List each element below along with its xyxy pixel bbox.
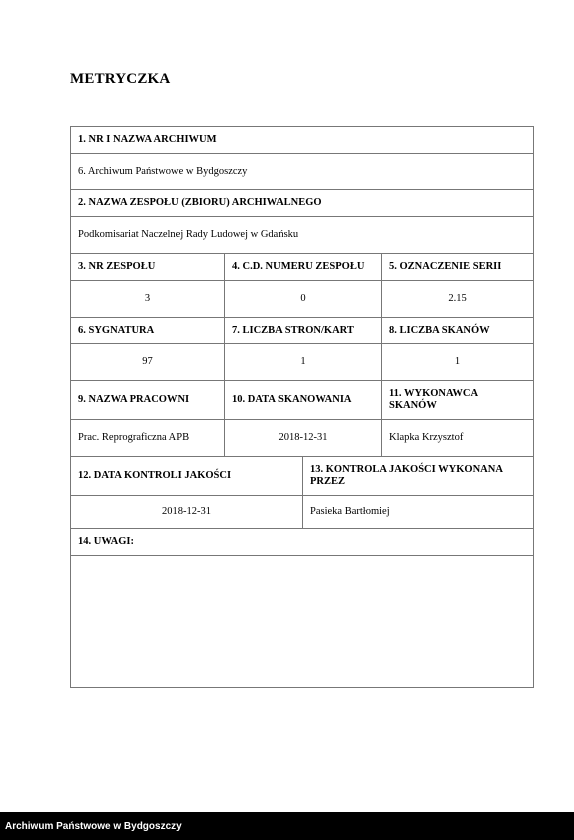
- qc-date-label: 12. DATA KONTROLI JAKOŚCI: [71, 457, 303, 495]
- qc-operator-value: Pasieka Bartłomiej: [310, 506, 390, 517]
- qc-operator-label: 13. KONTROLA JAKOŚCI WYKONANA PRZEZ: [310, 464, 503, 487]
- fonds-number-label: 3. NR ZESPOŁU: [71, 254, 225, 280]
- archive-value: 6. Archiwum Państwowe w Bydgoszczy: [78, 165, 248, 177]
- cd-number-value: 0: [225, 281, 382, 317]
- pages-value: 1: [225, 344, 382, 380]
- row-notes-label: [71, 529, 533, 556]
- row-fonds-name-value: [71, 217, 533, 254]
- fonds-name-label: 2. NAZWA ZESPOŁU (ZBIORU) ARCHIWALNEGO: [78, 197, 322, 208]
- series-value: 2.15: [448, 293, 467, 304]
- row-scan-values: [71, 420, 533, 457]
- scan-date-label: 10. DATA SKANOWANIA: [225, 381, 382, 419]
- workshop-label: 9. NAZWA PRACOWNI: [71, 381, 225, 419]
- row-archive-label: [71, 127, 533, 154]
- row-counts-values: [71, 344, 533, 381]
- qc-date-value: 2018-12-31: [71, 496, 303, 528]
- fonds-name-value: Podkomisariat Naczelnej Rady Ludowej w Gdańsku: [78, 229, 299, 240]
- signature-value: 97: [71, 344, 225, 380]
- scans-value: 1: [454, 356, 461, 367]
- metadata-form: [70, 126, 534, 688]
- row-notes-value: [71, 556, 533, 687]
- footer-bar: [0, 812, 574, 840]
- row-qc-labels: [71, 457, 533, 496]
- row-numbers-labels: [71, 254, 533, 281]
- notes-label: 14. UWAGI:: [78, 536, 135, 547]
- row-scan-labels: [71, 381, 533, 420]
- series-label: 5. OZNACZENIE SERII: [389, 261, 502, 272]
- footer-text: Archiwum Państwowe w Bydgoszczy: [5, 820, 182, 832]
- row-counts-labels: [71, 318, 533, 344]
- scan-operator-label: 11. WYKONAWCA SKANÓW: [389, 388, 478, 411]
- scans-label: 8. LICZBA SKANÓW: [389, 324, 490, 336]
- scan-date-value: 2018-12-31: [225, 420, 382, 456]
- workshop-value: Prac. Reprograficzna APB: [71, 420, 225, 456]
- row-numbers-values: [71, 281, 533, 318]
- document-title: METRYCZKA: [70, 71, 171, 87]
- row-archive-value: [71, 154, 533, 190]
- row-qc-values: [71, 496, 533, 529]
- row-fonds-name-label: [71, 190, 533, 217]
- scan-operator-value: Klapka Krzysztof: [389, 432, 464, 443]
- cd-number-label: 4. C.D. NUMERU ZESPOŁU: [225, 254, 382, 280]
- pages-label: 7. LICZBA STRON/KART: [225, 318, 382, 343]
- archive-label: 1. NR I NAZWA ARCHIWUM: [78, 134, 217, 145]
- notes-value: [71, 556, 533, 687]
- fonds-number-value: 3: [71, 281, 225, 317]
- signature-label: 6. SYGNATURA: [71, 318, 225, 343]
